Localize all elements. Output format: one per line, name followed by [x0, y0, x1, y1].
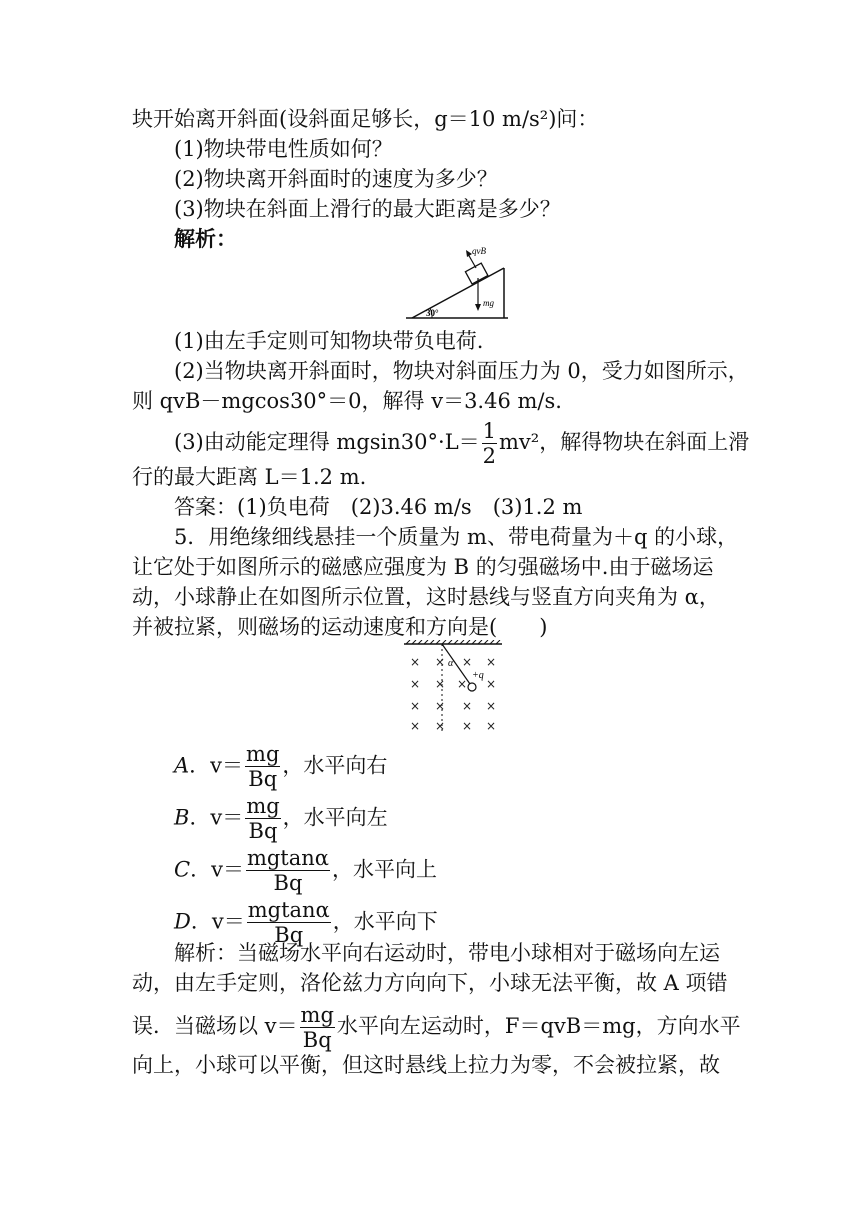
option-fraction [245, 744, 280, 790]
solution-step-2-cont: 则 qvB－mgcos30°＝0，解得 v＝3.46 m/s. [132, 389, 562, 413]
question-2: (2)物块离开斜面时的速度为多少？ [174, 167, 498, 191]
option-prefix: ．v＝ [190, 857, 244, 882]
force-label: qvB [472, 246, 486, 256]
step-3-text-a: (3)由动能定理得 mgsin30°·L＝ [174, 430, 480, 454]
solution-step-2: (2)当物块离开斜面时，物块对斜面压力为 0，受力如图所示， [174, 359, 749, 383]
option-prefix: ．v＝ [189, 753, 244, 778]
solution-5-text-b: 水平向左运动时，F＝qvB＝mg，方向水平 [336, 1014, 741, 1038]
fraction-numerator: mg [300, 1002, 334, 1027]
field-cross: × [410, 655, 421, 669]
option-fraction [246, 848, 330, 894]
answer-line: 答案：(1)负电荷 (2)3.46 m/s (3)1.2 m [174, 495, 583, 519]
field-cross: × [457, 677, 468, 691]
text-line-1: 块开始离开斜面(设斜面足够长，g＝10 m/s²)问： [132, 107, 599, 131]
solution-step-3-cont: 行的最大距离 L＝1.2 m. [132, 465, 367, 489]
field-cross: × [486, 719, 497, 733]
field-cross: × [486, 655, 497, 669]
option-suffix: ，水平向右 [282, 753, 388, 778]
field-cross: × [486, 677, 497, 691]
solution-heading: 解析： [174, 226, 237, 251]
fraction-denominator: Bq [248, 767, 278, 791]
option-letter: A [174, 753, 190, 778]
option-letter: B [174, 805, 190, 830]
solution-5-line-1: 解析：当磁场水平向右运动时，带电小球相对于磁场向左运 [174, 941, 720, 965]
solution-5-line-2: 动，由左手定则，洛伦兹力方向向下，小球无法平衡，故 A 项错 [132, 971, 728, 995]
problem-5-line-4: 并被拉紧，则磁场的运动速度和方向是( ) [132, 615, 548, 639]
field-cross: × [462, 719, 473, 733]
problem-5: 5．用绝缘细线悬挂一个质量为 m、带电荷量为＋q 的小球， [174, 525, 739, 549]
option-fraction [245, 796, 280, 842]
field-cross: × [410, 677, 421, 691]
fraction-numerator: mg [246, 794, 280, 818]
field-cross: × [462, 699, 473, 713]
option-letter: C [174, 857, 191, 882]
solution-5-text-a: 误．当磁场以 v＝ [132, 1014, 298, 1038]
field-cross: × [435, 677, 446, 691]
field-cross: × [486, 699, 497, 713]
fraction-denominator: Bq [274, 923, 304, 947]
fraction-numerator: mgtanα [246, 846, 329, 870]
option-prefix: ．v＝ [190, 909, 245, 934]
field-cross: × [435, 719, 446, 733]
question-3: (3)物块在斜面上滑行的最大距离是多少？ [174, 197, 561, 221]
incline-diagram [402, 244, 512, 322]
magnetic-field-diagram [402, 640, 506, 734]
option-prefix: ．v＝ [189, 805, 244, 830]
option-c [174, 848, 437, 894]
field-cross: × [462, 655, 473, 669]
fraction-denominator: Bq [302, 1027, 332, 1052]
solution-step-1: (1)由左手定则可知物块带负电荷. [174, 329, 484, 353]
charge-label: +q [472, 670, 484, 681]
option-a [174, 744, 387, 790]
fraction-numerator: 1 [482, 418, 497, 443]
option-b [174, 796, 388, 842]
field-cross: × [410, 719, 421, 733]
option-letter: D [174, 909, 191, 934]
option-suffix: ，水平向下 [332, 909, 438, 934]
option-suffix: ，水平向上 [331, 857, 437, 882]
option-suffix: ，水平向左 [282, 805, 388, 830]
problem-5-line-3: 动，小球静止在如图所示位置，这时悬线与竖直方向夹角为 α， [132, 585, 720, 609]
angle-label: 30° [426, 308, 439, 318]
field-cross: × [410, 699, 421, 713]
field-cross: × [435, 699, 446, 713]
question-1: (1)物块带电性质如何？ [174, 137, 393, 161]
solution-step-3 [174, 418, 749, 466]
field-cross: × [435, 655, 446, 669]
fraction-denominator: Bq [248, 819, 278, 843]
problem-5-line-2: 让它处于如图所示的磁感应强度为 B 的匀强磁场中.由于磁场运 [132, 555, 714, 579]
step-3-text-b: mv²，解得物块在斜面上滑 [499, 430, 750, 454]
fraction-mg-bq [300, 1002, 335, 1052]
solution-5-line-4: 向上，小球可以平衡，但这时悬线上拉力为零，不会被拉紧，故 [132, 1053, 720, 1077]
alpha-label: α [448, 658, 454, 669]
solution-5-line-3 [132, 1002, 741, 1050]
fraction-numerator: mgtanα [247, 898, 330, 922]
fraction-denominator: Bq [273, 871, 303, 895]
fraction-half [482, 418, 497, 468]
fraction-denominator: 2 [482, 443, 497, 468]
weight-label: mg [483, 298, 494, 308]
fraction-numerator: mg [246, 742, 280, 766]
